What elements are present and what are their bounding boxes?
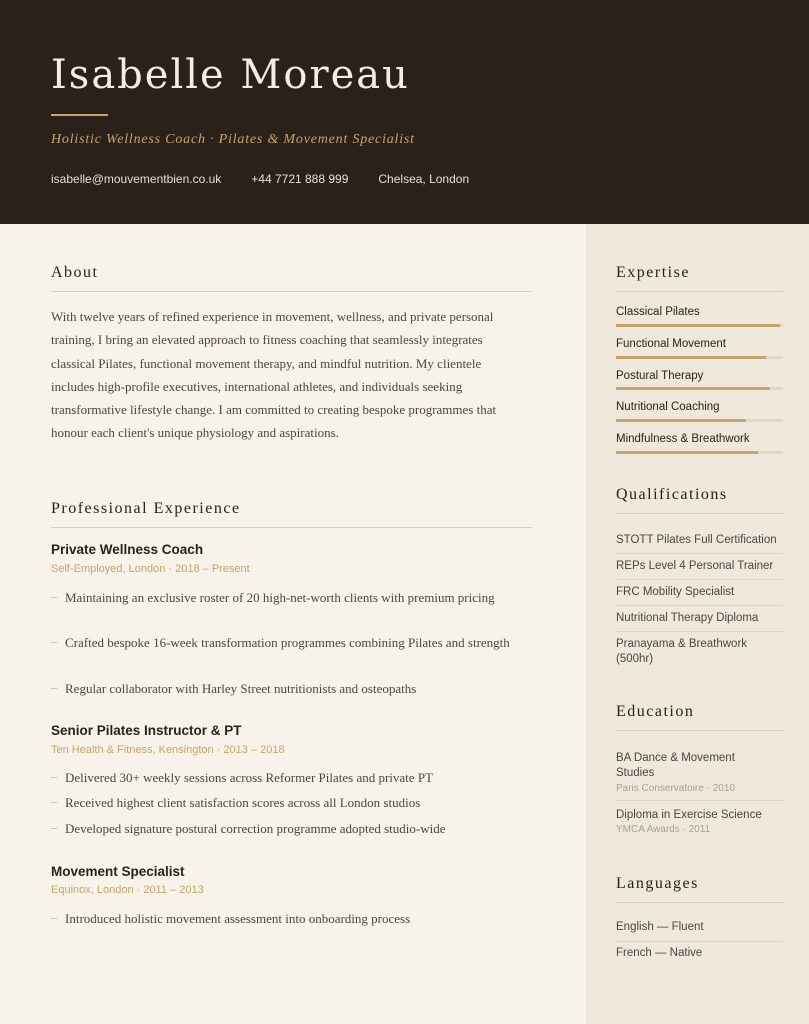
bullet-text: Maintaining an exclusive roster of 20 high-net-worth clients with premium pricing xyxy=(65,590,495,605)
skill-label: Classical Pilates xyxy=(616,306,700,318)
qualification-item: STOTT Pilates Full Certification xyxy=(616,534,777,546)
qualification-divider xyxy=(616,631,783,632)
bullet-dash: – xyxy=(51,769,57,783)
about-rule xyxy=(51,291,532,292)
bullet-dash: – xyxy=(51,634,57,648)
skill-bar-fill xyxy=(616,419,746,422)
languages-title: Languages xyxy=(616,875,699,892)
qualification-item: FRC Mobility Specialist xyxy=(616,586,735,598)
contact-location: Chelsea, London xyxy=(378,172,470,186)
qualifications-title: Qualifications xyxy=(616,486,728,503)
job-title: Movement Specialist xyxy=(51,864,185,879)
qualification-divider xyxy=(616,605,783,606)
language-item: English — Fluent xyxy=(616,921,704,933)
bullet-text: Received highest client satisfaction scores across all London studios xyxy=(65,795,421,810)
job-bullet xyxy=(51,588,526,608)
language-item: French — Native xyxy=(616,947,703,959)
header xyxy=(0,0,809,224)
expertise-title: Expertise xyxy=(616,264,690,281)
about-title: About xyxy=(51,264,99,281)
contact-row xyxy=(51,172,499,186)
contact-phone[interactable]: +44 7721 888 999 xyxy=(251,172,349,186)
skill-label: Functional Movement xyxy=(616,338,726,350)
job-meta: Equinox, London · 2011 – 2013 xyxy=(51,884,204,896)
job-bullet xyxy=(51,819,526,839)
skill-bar xyxy=(616,324,783,327)
skill-label: Postural Therapy xyxy=(616,370,704,382)
qualifications-rule xyxy=(616,513,783,514)
bullet-text: Regular collaborator with Harley Street nutritionists and osteopaths xyxy=(65,681,417,696)
expertise-rule xyxy=(616,291,783,292)
education-school: Paris Conservatoire · 2010 xyxy=(616,783,735,794)
bullet-text: Developed signature postural correction programme adopted studio-wide xyxy=(65,821,446,836)
qualification-item: Nutritional Therapy Diploma xyxy=(616,612,759,624)
name-underline xyxy=(51,114,108,116)
skill-bar-fill xyxy=(616,324,780,327)
education-degree: BA Dance & Movement Studies xyxy=(616,752,735,779)
qualification-divider xyxy=(616,579,783,580)
contact-email[interactable]: isabelle@mouvementbien.co.uk xyxy=(51,172,222,186)
skill-bar xyxy=(616,387,783,390)
qualification-item: Pranayama & Breathwork (500hr) xyxy=(616,638,748,665)
education-school: YMCA Awards · 2011 xyxy=(616,824,711,835)
qualification-divider xyxy=(616,553,783,554)
skill-bar xyxy=(616,356,783,359)
skill-bar xyxy=(616,451,783,454)
job-bullet xyxy=(51,633,526,653)
education-degree: Diploma in Exercise Science xyxy=(616,809,762,821)
bullet-dash: – xyxy=(51,794,57,808)
about-text: With twelve years of refined experience in movement, wellness, and private personal training, I bring an elevated approach to fitness coaching that seamlessly integrates classical Pilates, functional movement therapy, and mindful nutrition. My clientele includes high-profile executives, international athletes, and individuals seeking transformative lifestyle change. I am committed to creating bespoke programmes that honour each client's unique physiology and aspirations. xyxy=(51,309,497,441)
subtitle: Holistic Wellness Coach · Pilates & Movement Specialist xyxy=(51,132,415,147)
job-bullet xyxy=(51,909,526,929)
skill-bar-fill xyxy=(616,387,770,390)
bullet-text: Delivered 30+ weekly sessions across Reformer Pilates and private PT xyxy=(65,770,433,785)
skill-label: Mindfulness & Breathwork xyxy=(616,433,750,445)
job-meta: Self-Employed, London · 2018 – Present xyxy=(51,563,250,575)
job-bullet xyxy=(51,679,526,699)
languages-rule xyxy=(616,902,783,903)
job-bullet xyxy=(51,793,526,813)
job-title: Private Wellness Coach xyxy=(51,542,204,557)
education-rule xyxy=(616,730,783,731)
bullet-dash: – xyxy=(51,820,57,834)
bullet-dash: – xyxy=(51,680,57,694)
education-title: Education xyxy=(616,703,695,720)
bullet-text: Crafted bespoke 16-week transformation programmes combining Pilates and strength xyxy=(65,635,510,650)
qualification-item: REPs Level 4 Personal Trainer xyxy=(616,560,774,572)
skill-bar-fill xyxy=(616,356,766,359)
education-divider xyxy=(616,800,783,801)
experience-title: Professional Experience xyxy=(51,500,241,517)
job-bullet xyxy=(51,768,526,788)
language-divider xyxy=(616,941,783,942)
bullet-dash: – xyxy=(51,589,57,603)
skill-bar-fill xyxy=(616,451,758,454)
experience-rule xyxy=(51,527,532,528)
bullet-text: Introduced holistic movement assessment into onboarding process xyxy=(65,911,411,926)
skill-label: Nutritional Coaching xyxy=(616,401,720,413)
job-title: Senior Pilates Instructor & PT xyxy=(51,723,242,738)
name-heading: Isabelle Moreau xyxy=(51,52,410,98)
skill-bar xyxy=(616,419,783,422)
bullet-dash: – xyxy=(51,910,57,924)
job-meta: Ten Health & Fitness, Kensington · 2013 – 2018 xyxy=(51,744,285,756)
